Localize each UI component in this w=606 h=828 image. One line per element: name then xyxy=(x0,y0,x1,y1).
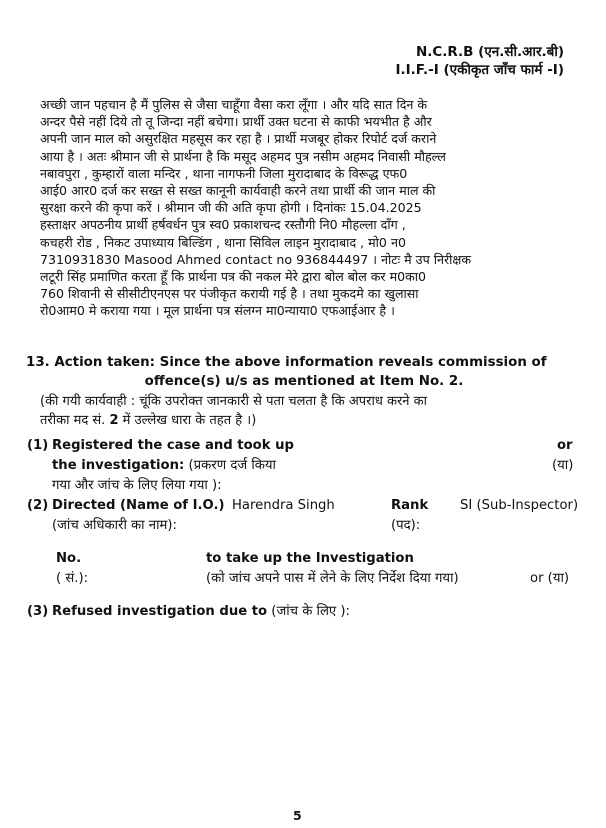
complaint-line: आई0 आर0 दर्ज कर सख्त से सख्त कानूनी कार्यवाही करने तथा प्रार्थी की जान माल की xyxy=(40,183,436,199)
section-13-hindi-line: (की गयी कार्यवाही : चूंकि उपरोक्त जानकारी से पता चलता है कि अपराध करने का xyxy=(40,394,427,409)
complaint-line: हस्ताक्षर अपठनीय प्रार्थी हर्षवर्धन पुत्र स्व0 प्रकाशचन्द रस्तौगी नि0 मौहल्ला दाँग , xyxy=(40,217,406,233)
item-1-label: Registered the case and took up xyxy=(52,438,294,453)
complaint-line: लटूरी सिंह प्रमाणित करता हूँ कि प्रार्थना पत्र की नकल मेरे द्वारा बोल बोल कर म0का0 xyxy=(40,269,427,285)
form-header-iif: I.I.F.-I (एकीकृत जाँच फार्म -I) xyxy=(395,62,564,78)
no-row-or: or (या) xyxy=(530,571,570,586)
take-up-label: to take up the Investigation xyxy=(206,551,414,566)
page-number: 5 xyxy=(293,808,302,823)
complaint-line: अच्छी जान पहचान है मैं पुलिस से जैसा चाहूँगा वैसा करा लूँगा । और यदि सात दिन के xyxy=(40,97,428,112)
complaint-line: 7310931830 Masood Ahmed contact no 936844497 । नोटः मै उप निरीक्षक xyxy=(40,251,472,267)
no-label: No. xyxy=(56,551,82,566)
item-3-label: Refused investigation due to xyxy=(52,604,268,619)
section-13-subtitle: offence(s) u/s as mentioned at Item No. 2. xyxy=(144,374,464,389)
rank-label-hindi: (पद): xyxy=(391,518,421,533)
item-number: 2 xyxy=(109,413,119,428)
item-3-label-hindi: (जांच के लिए ): xyxy=(267,604,350,619)
complaint-line: 760 शिवानी से सीसीटीएनएस पर पंजीकृत करायी गई है । तथा मुकदमे का खुलासा xyxy=(40,286,419,302)
item-1-or: or xyxy=(557,438,573,453)
section-13-title: 13. Action taken: Since the above information reveals commission of xyxy=(26,355,547,370)
rank-label: Rank xyxy=(391,498,429,513)
complaint-line: अपनी जान माल को असुरक्षित महसूस कर रहा है । प्रार्थी मजबूर होकर रिपोर्ट दर्ज कराने xyxy=(40,131,437,147)
item-2-label-hindi: (जांच अधिकारी का नाम): xyxy=(52,518,178,533)
complaint-line: कचहरी रोड , निकट उपाध्याय बिल्डिंग , थाना सिविल लाइन मुरादाबाद , मो0 न0 xyxy=(40,234,406,250)
item-1-label-en: the investigation: xyxy=(52,458,185,473)
complaint-line: रो0आम0 मे कराया गया । मूल प्रार्थना पत्र संलग्न मा0न्याया0 एफआईआर है । xyxy=(40,303,395,319)
hindi-text: में उल्लेख धारा के तहत है ।) xyxy=(118,413,257,428)
section-13-heading xyxy=(26,353,582,391)
complaint-line: अन्दर पैसे नहीं दिये तो तू जिन्दा नहीं बचेगा। प्रार्थी उक्त घटना से काफी भयभीत है और xyxy=(40,114,432,130)
take-up-hindi: (को जांच अपने पास में लेने के लिए निर्देश दिया गया) xyxy=(206,571,459,586)
section-13-hindi-line xyxy=(40,411,580,430)
item-1-label-hi: (प्रकरण दर्ज किया xyxy=(184,458,276,473)
item-1-number: (1) xyxy=(27,438,49,453)
complaint-line: आया है । अतः श्रीमान जी से प्रार्थना है कि मसूद अहमद पुत्र नसीम अहमद निवासी मौहल्ल xyxy=(40,148,446,164)
item-2-label: Directed (Name of I.O.) xyxy=(52,498,225,513)
no-label-hindi: ( सं.): xyxy=(56,571,89,586)
item-1-label-2 xyxy=(52,456,276,475)
item-1-label-3: गया और जांच के लिए लिया गया ): xyxy=(52,478,222,493)
item-2-number: (2) xyxy=(27,498,49,513)
item-1-or-hindi: (या) xyxy=(552,458,574,473)
item-3-number: (3) xyxy=(27,604,49,619)
item-3-label-wrap xyxy=(52,602,350,621)
section-13-hindi xyxy=(40,392,580,430)
io-name: Harendra Singh xyxy=(232,498,335,513)
complaint-line: नबावपुरा , कुम्हारों वाला मन्दिर , थाना नागफनी जिला मुरादाबाद के विरूद्ध एफ0 xyxy=(40,165,408,181)
hindi-text: तरीका मद सं. xyxy=(40,413,110,428)
complaint-line: सुरक्षा करने की कृपा करें । श्रीमान जी की अति कृपा होगी । दिनांकः 15.04.2025 xyxy=(40,200,422,216)
rank-value: SI (Sub-Inspector) xyxy=(460,498,579,513)
complaint-text xyxy=(40,96,564,320)
form-header-ncrb: N.C.R.B (एन.सी.आर.बी) xyxy=(415,44,564,60)
